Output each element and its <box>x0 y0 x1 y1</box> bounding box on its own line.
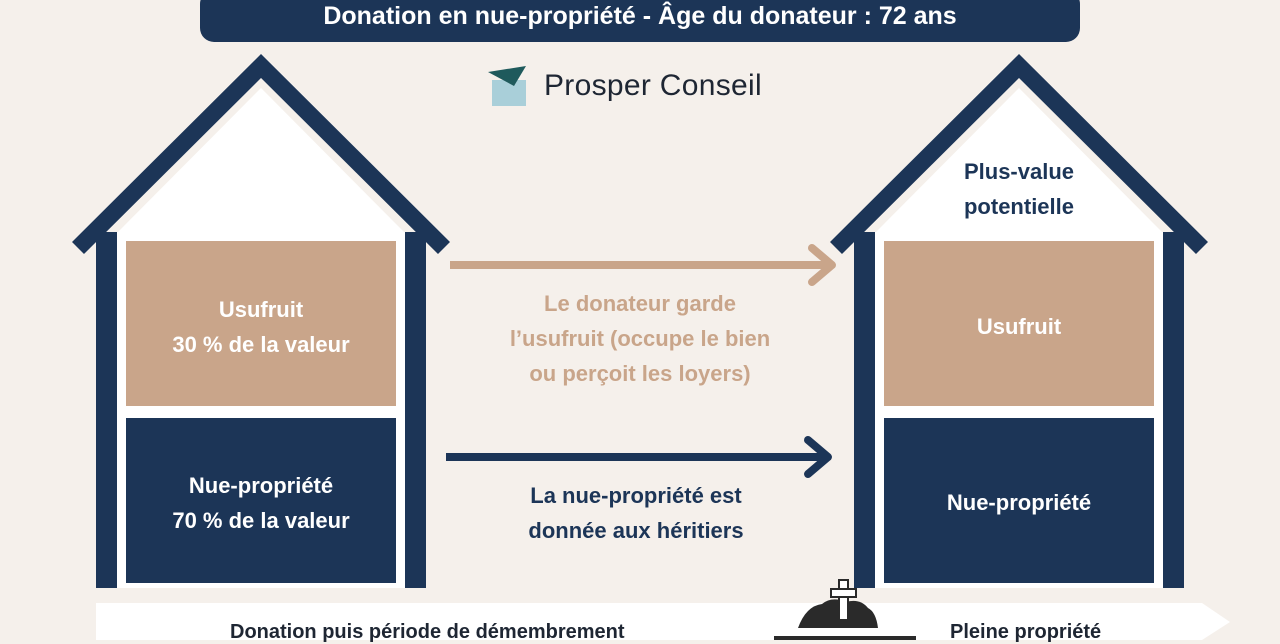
right-wall-left <box>854 232 875 588</box>
right-wall-right <box>1163 232 1184 588</box>
timeline-left-label: Donation puis période de démembrement <box>230 621 625 643</box>
arrow-usufruit <box>450 248 832 282</box>
arrow-nue-label <box>446 478 826 548</box>
timeline-right-label: Pleine propriété <box>950 621 1102 643</box>
arrow-usufruit-label <box>450 286 830 391</box>
left-usufruit-value: 30 % de la valeur <box>172 332 350 357</box>
arrow-nue-propriete <box>446 440 828 474</box>
right-roof-line2: potentielle <box>963 194 1074 219</box>
arrow-nue-line1: La nue-propriété est <box>530 483 742 508</box>
left-nue-label <box>126 468 396 538</box>
arrow-usufruit-line2: l’usufruit (occupe le bien <box>509 326 771 351</box>
left-usufruit-label <box>126 292 396 362</box>
left-wall-left <box>96 232 117 588</box>
right-nue-label: Nue-propriété <box>946 490 1092 515</box>
left-usufruit-title: Usufruit <box>218 297 304 322</box>
right-usufruit-label: Usufruit <box>976 314 1062 339</box>
right-roof-label <box>884 154 1154 224</box>
brand-name: Prosper Conseil <box>544 69 762 102</box>
left-nue-title: Nue-propriété <box>188 473 334 498</box>
arrow-usufruit-line3: ou perçoit les loyers) <box>529 361 751 386</box>
arrow-usufruit-line1: Le donateur garde <box>544 291 736 316</box>
arrow-nue-line2: donnée aux héritiers <box>528 518 744 543</box>
left-nue-value: 70 % de la valeur <box>172 508 350 533</box>
page-title: Donation en nue-propriété - Âge du donateur : 72 ans <box>323 2 957 30</box>
right-roof-line1: Plus-value <box>963 159 1075 184</box>
left-wall-right <box>405 232 426 588</box>
